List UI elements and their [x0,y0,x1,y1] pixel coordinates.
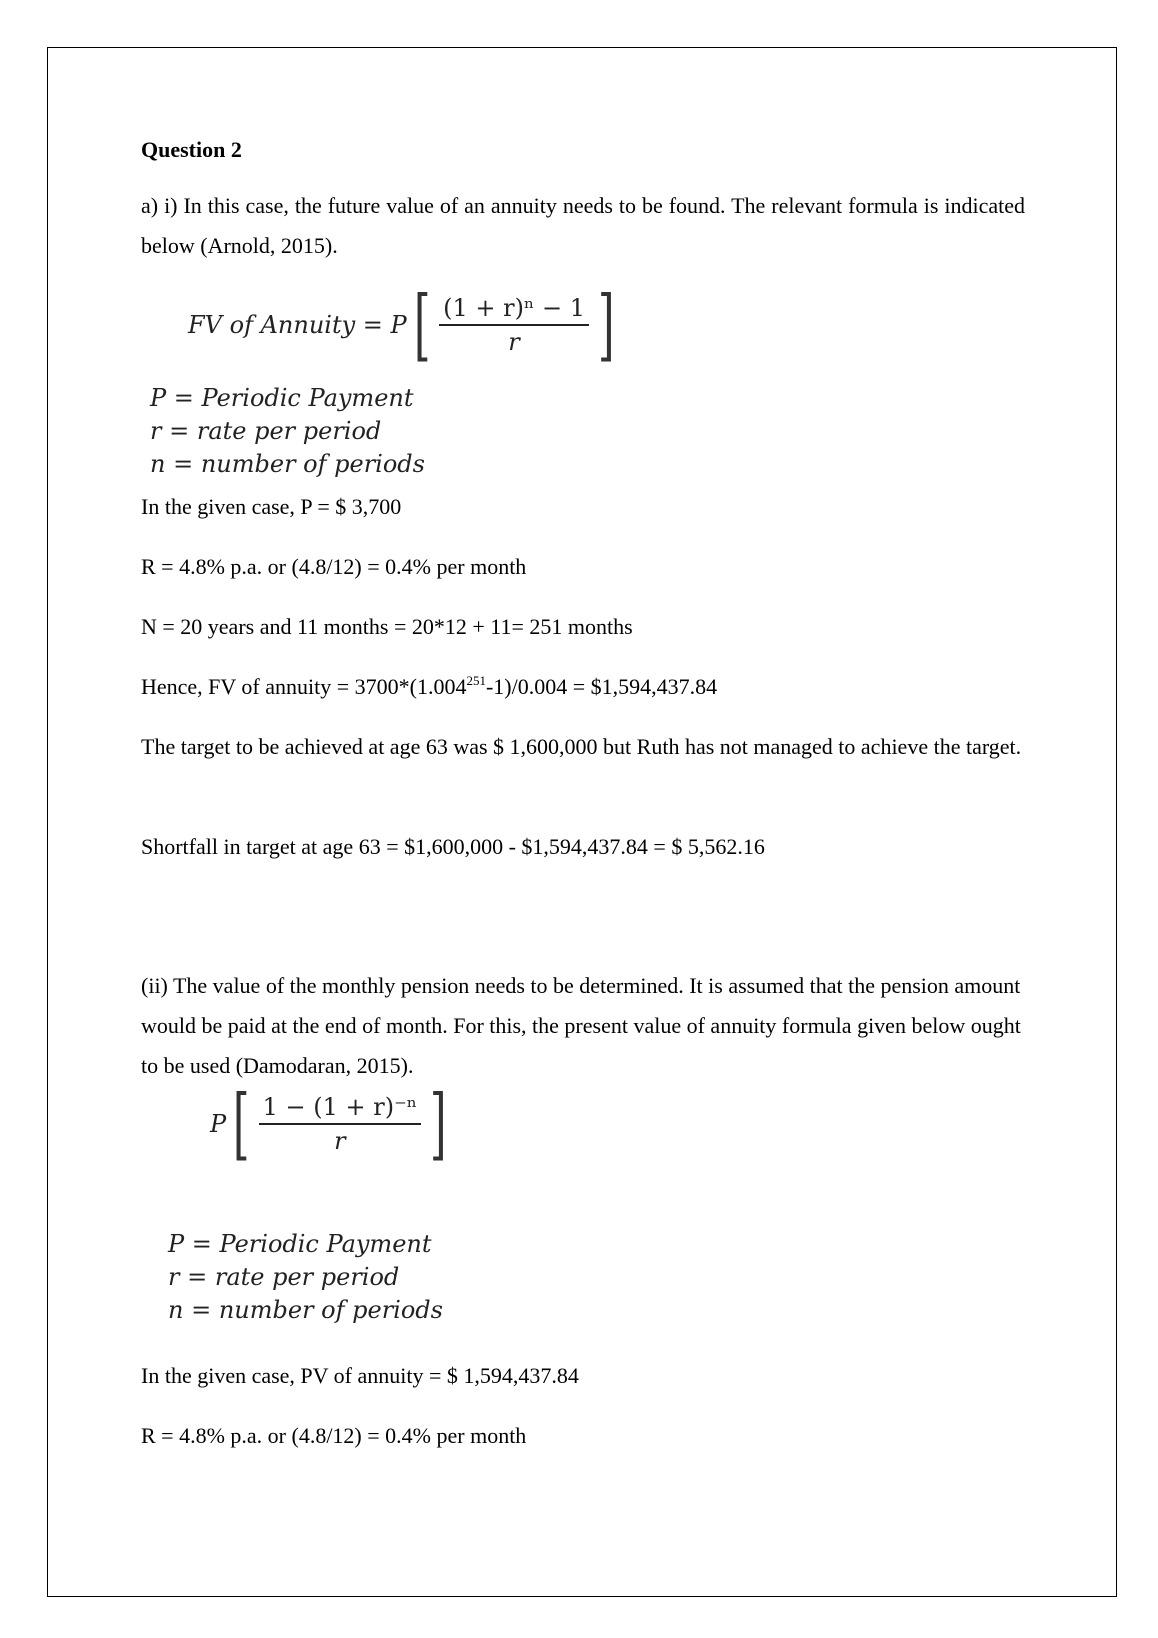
definition-r: r = rate per period [168,1263,400,1291]
definition-n: n = number of periods [150,450,425,478]
fv-formula-denominator: r [508,327,520,356]
target-statement: The target to be achieved at age 63 was $ 1,600,000 but Ruth has not managed to achieve the target. [141,734,1022,759]
rate-per-month-ii: R = 4.8% p.a. or (4.8/12) = 0.4% per month [141,1423,527,1448]
left-bracket-icon: [ [233,1079,250,1169]
fv-formula-fraction [439,294,589,356]
right-bracket-icon: ] [429,1079,447,1169]
pv-formula-numerator: 1 − (1 + r)⁻ⁿ [262,1093,418,1122]
pv-formula-denominator: r [334,1126,346,1155]
fv-formula-definitions [150,382,425,481]
pv-formula-fraction [259,1093,422,1155]
fv-formula-numerator: (1 + r)ⁿ − 1 [443,294,585,323]
definition-r: r = rate per period [150,417,382,445]
part-a-i-intro: a) i) In this case, the future value of an annuity needs to be found. The relevant formula is indicated below (Arnold, 2015). [141,193,1025,258]
pv-formula-definitions [168,1228,443,1327]
pv-formula-lhs: P [210,1110,227,1138]
left-bracket-icon: [ [413,280,431,370]
fv-calc-prefix: Hence, FV of annuity = 3700*(1.004 [141,674,467,699]
fv-formula-lhs: FV of Annuity = P [188,311,407,339]
rate-per-month: R = 4.8% p.a. or (4.8/12) = 0.4% per month [141,554,527,579]
pv-annuity-formula [210,1079,454,1169]
number-of-periods: N = 20 years and 11 months = 20*12 + 11= 251 months [141,614,633,639]
shortfall-statement: Shortfall in target at age 63 = $1,600,000 - $1,594,437.84 = $ 5,562.16 [141,834,765,859]
given-pv: In the given case, PV of annuity = $ 1,594,437.84 [141,1363,579,1388]
part-a-ii-intro: (ii) The value of the monthly pension needs to be determined. It is assumed that the pension amount would be paid at the end of month. For this, the present value of annuity formula given below ought to be used (Damodaran, 2015). [141,973,1021,1078]
fv-calculation [141,667,1025,707]
definition-p: P = Periodic Payment [168,1230,432,1258]
given-payment: In the given case, P = $ 3,700 [141,494,402,519]
fv-annuity-formula [188,280,621,370]
fv-calc-exponent: 251 [466,672,486,688]
definition-p: P = Periodic Payment [150,384,414,412]
right-bracket-icon: ] [597,280,615,370]
question-heading: Question 2 [141,137,242,162]
definition-n: n = number of periods [168,1296,443,1324]
fv-calc-suffix: -1)/0.004 = $1,594,437.84 [485,674,718,699]
